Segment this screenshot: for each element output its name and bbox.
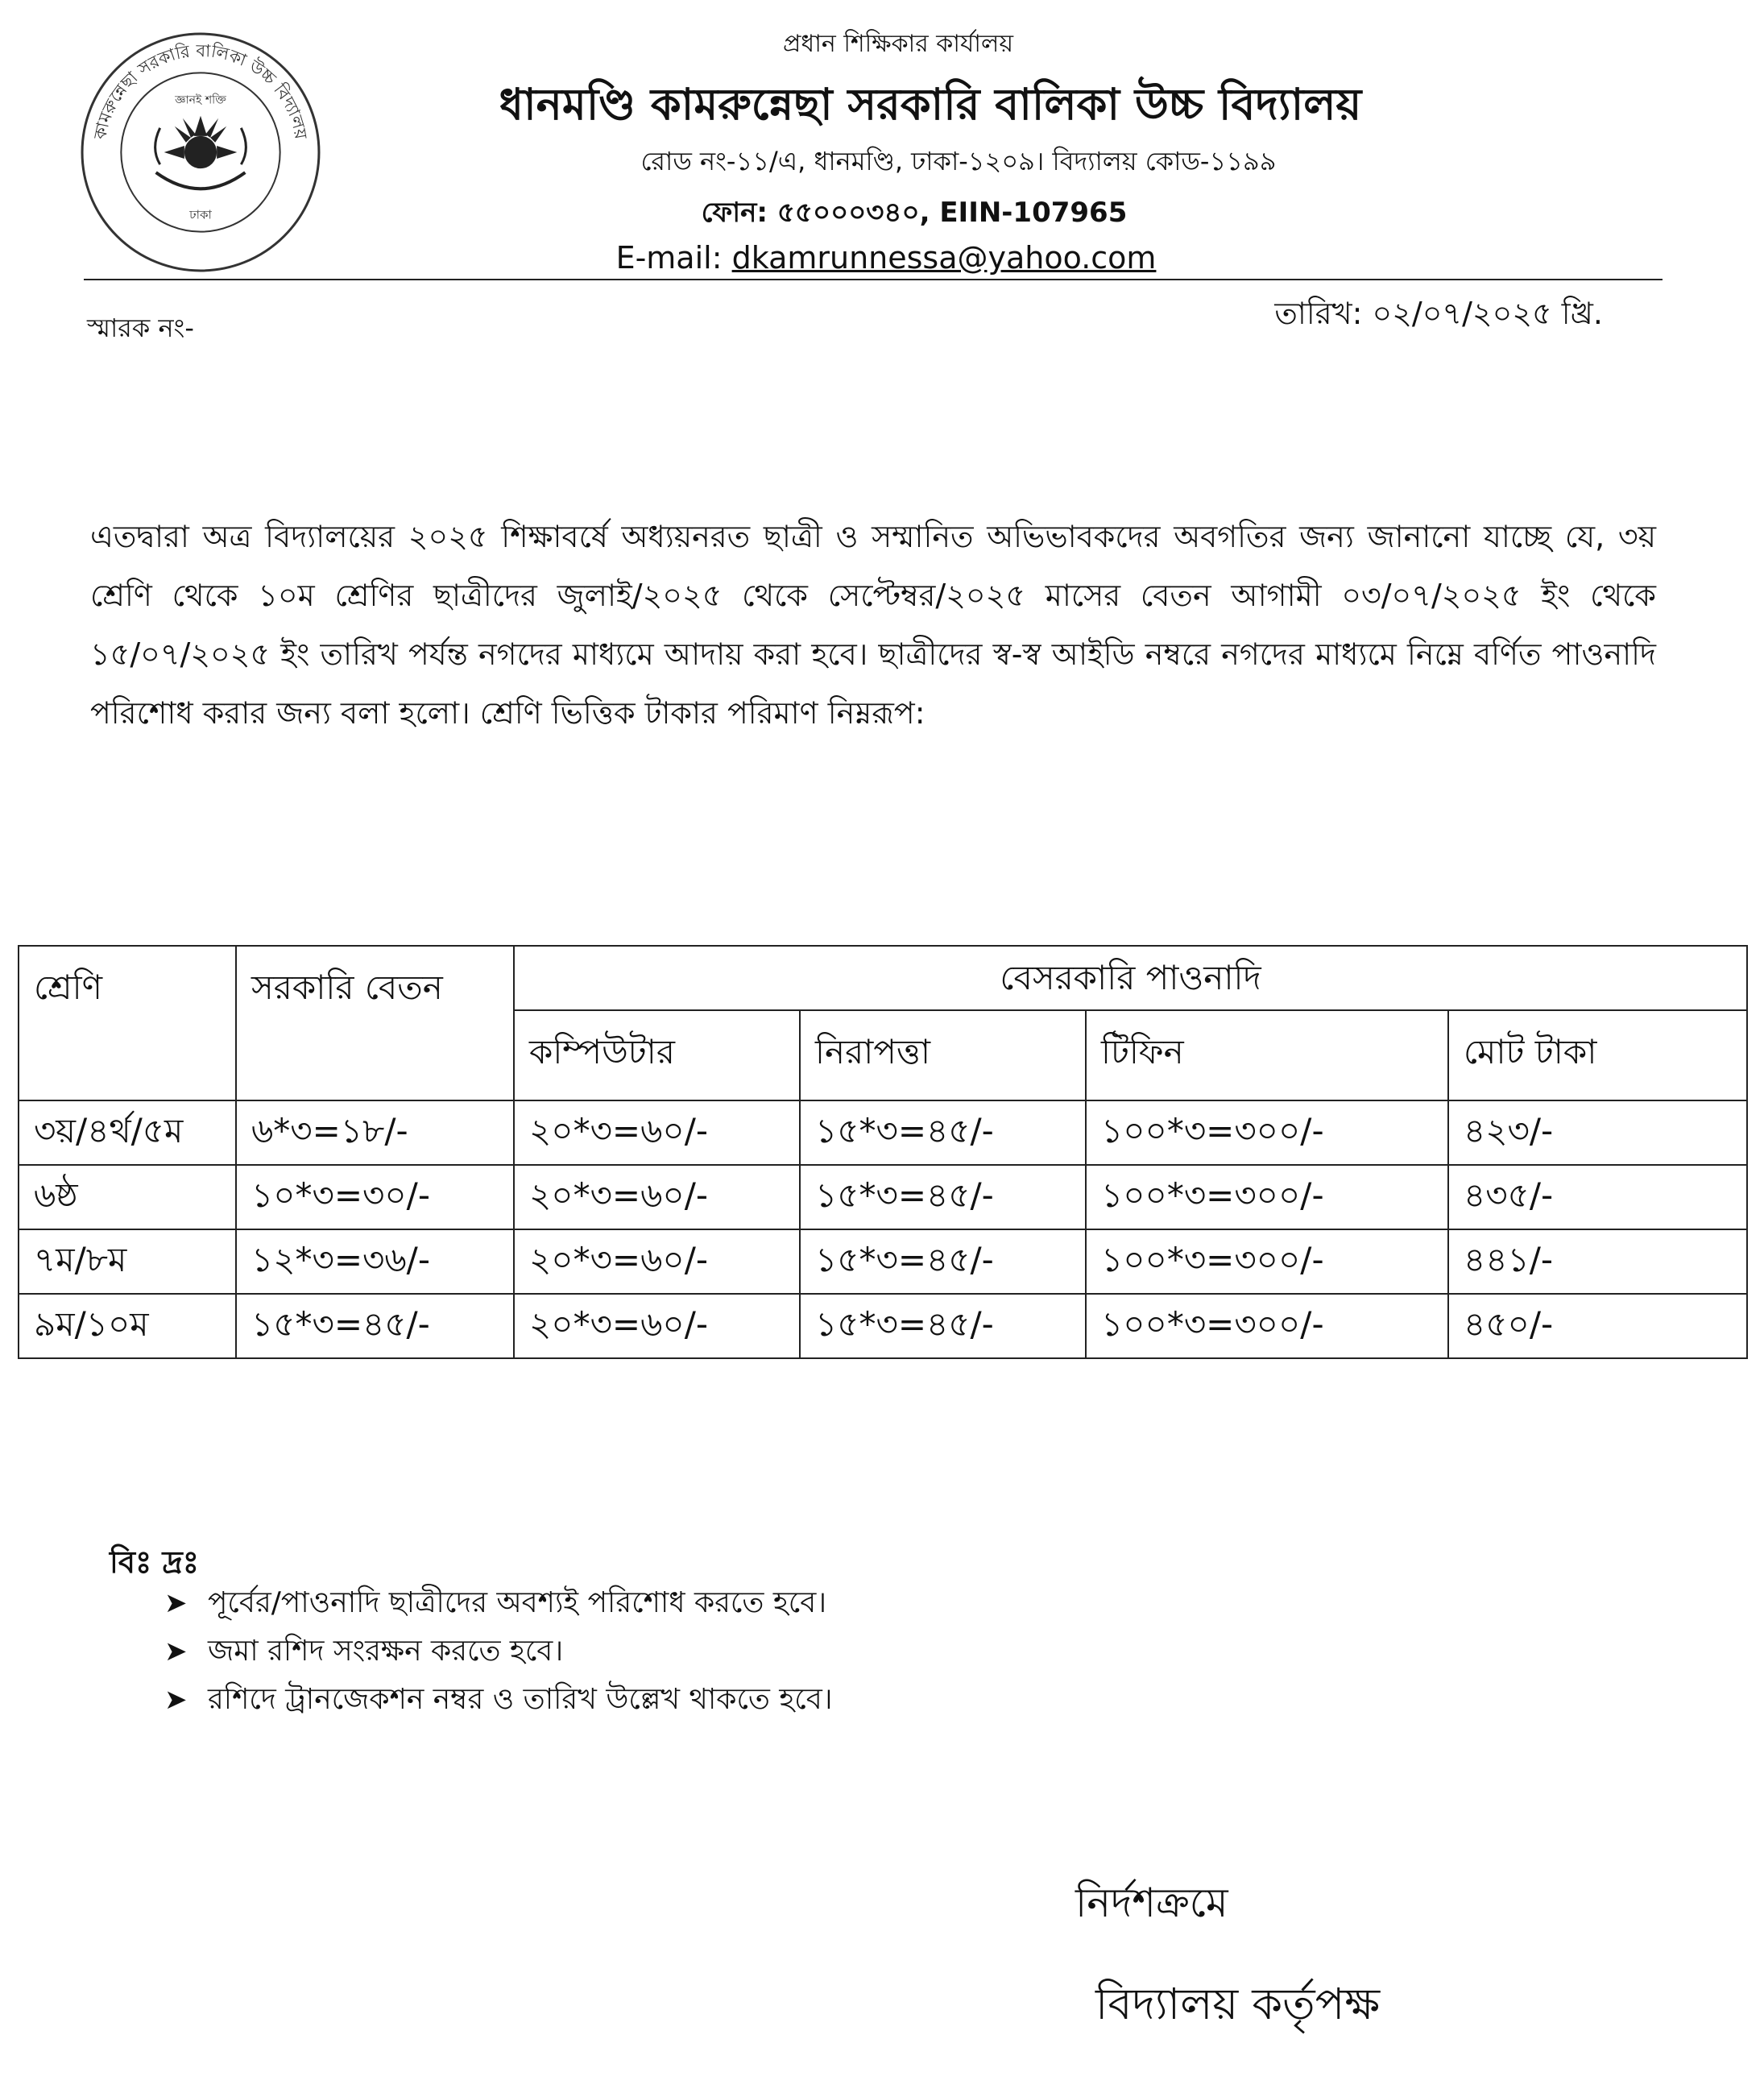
cell-total: ৪২৩/- <box>1448 1100 1747 1165</box>
fee-table <box>18 945 1748 1359</box>
cell-total: ৪৫০/- <box>1448 1294 1747 1358</box>
cell-computer: ২০*৩=৬০/- <box>514 1229 800 1294</box>
header-security: নিরাপত্তা <box>800 1010 1086 1100</box>
cell-govt-fee: ৬*৩=১৮/- <box>236 1100 514 1165</box>
table-row <box>19 1294 1747 1358</box>
school-name: ধানমণ্ডি কামরুন্নেছা সরকারি বালিকা উচ্চ বিদ্যালয় <box>499 79 1362 130</box>
header-govt-fee: সরকারি বেতন <box>236 946 514 1100</box>
cell-computer: ২০*৩=৬০/- <box>514 1165 800 1229</box>
cell-govt-fee: ১২*৩=৩৬/- <box>236 1229 514 1294</box>
arrow-bullet-icon: ➤ <box>164 1684 188 1716</box>
cell-security: ১৫*৩=৪৫/- <box>800 1100 1086 1165</box>
seal-location: ঢাকা <box>189 207 212 222</box>
seal-motto: জ্ঞানই শক্তি <box>175 93 226 107</box>
cell-computer: ২০*৩=৬০/- <box>514 1100 800 1165</box>
notice-date: তারিখ: ০২/০৭/২০২৫ খ্রি. <box>1274 296 1603 331</box>
cell-class: ৯ম/১০ম <box>19 1294 236 1358</box>
cell-security: ১৫*৩=৪৫/- <box>800 1294 1086 1358</box>
cell-tiffin: ১০০*৩=৩০০/- <box>1086 1294 1448 1358</box>
header-private-dues: বেসরকারি পাওনাদি <box>514 946 1747 1010</box>
note-text: জমা রশিদ সংরক্ষন করতে হবে। <box>208 1635 564 1668</box>
arrow-bullet-icon: ➤ <box>164 1587 188 1619</box>
email-label: E-mail: <box>615 240 723 276</box>
list-item <box>164 1676 833 1724</box>
cell-total: ৪৩৫/- <box>1448 1165 1747 1229</box>
cell-govt-fee: ১৫*৩=৪৫/- <box>236 1294 514 1358</box>
office-title: প্রধান শিক্ষিকার কার্যালয় <box>783 30 1013 58</box>
table-row <box>19 1229 1747 1294</box>
cell-tiffin: ১০০*৩=৩০০/- <box>1086 1229 1448 1294</box>
header-class: শ্রেণি <box>19 946 236 1100</box>
table-row <box>19 1165 1747 1229</box>
list-item <box>164 1627 833 1676</box>
email-row <box>0 240 1764 276</box>
note-text: রশিদে ট্রানজেকশন নম্বর ও তারিখ উল্লেখ থাকতে হবে। <box>208 1683 833 1716</box>
signature-by-order: নির্দশক্রমে <box>1075 1879 1228 1926</box>
cell-tiffin: ১০০*৩=৩০০/- <box>1086 1165 1448 1229</box>
list-item <box>164 1579 833 1627</box>
arrow-bullet-icon: ➤ <box>164 1635 188 1668</box>
notice-body: এতদ্বারা অত্র বিদ্যালয়ের ২০২৫ শিক্ষাবর্ষে অধ্যয়নরত ছাত্রী ও সম্মানিত অভিভাবকদের অবগতির জন্য জানানো যাচ্ছে যে, ৩য় শ্রেণি থেকে ১০ম শ্রেণির ছাত্রীদের জুলাই/২০২৫ থেকে সেপ্টেম্বর/২০২৫ মাসের বেতন আগামী ০৩/০৭/২০২৫ ইং থেকে ১৫/০৭/২০২৫ ইং তারিখ পর্যন্ত নগদের মাধ্যমে আদায় করা হবে। ছাত্রীদের স্ব-স্ব আইডি নম্বরে নগদের মাধ্যমে নিম্নে বর্ণিত পাওনাদি পরিশোধ করার জন্য বলা হলো। শ্রেণি ভিত্তিক টাকার পরিমাণ নিম্নরূপ: <box>90 519 1657 731</box>
table-row <box>19 1100 1747 1165</box>
header-computer: কম্পিউটার <box>514 1010 800 1100</box>
cell-total: ৪৪১/- <box>1448 1229 1747 1294</box>
header-divider <box>84 279 1663 280</box>
email-address[interactable]: dkamrunnessa@yahoo.com <box>731 240 1157 276</box>
seal-ring-text: কামরুন্নেছা সরকারি বালিকা উচ্চ বিদ্যালয় <box>89 39 312 142</box>
cell-class: ৬ষ্ঠ <box>19 1165 236 1229</box>
phone-eiin: ফোন: ৫৫০০০৩৪০, EIIN-107965 <box>701 197 1128 229</box>
cell-class: ৭ম/৮ম <box>19 1229 236 1294</box>
notes-list <box>164 1579 833 1724</box>
cell-security: ১৫*৩=৪৫/- <box>800 1229 1086 1294</box>
cell-computer: ২০*৩=৬০/- <box>514 1294 800 1358</box>
signature-authority: বিদ্যালয় কর্তৃপক্ষ <box>1095 1979 1381 2029</box>
header-tiffin: টিফিন <box>1086 1010 1448 1100</box>
school-address: রোড নং-১১/এ, ধানমণ্ডি, ঢাকা-১২০৯। বিদ্যালয় কোড-১১৯৯ <box>640 146 1277 176</box>
cell-security: ১৫*৩=৪৫/- <box>800 1165 1086 1229</box>
note-text: পূর্বের/পাওনাদি ছাত্রীদের অবশ্যই পরিশোধ করতে হবে। <box>208 1586 827 1619</box>
header-total: মোট টাকা <box>1448 1010 1747 1100</box>
cell-govt-fee: ১০*৩=৩০/- <box>236 1165 514 1229</box>
cell-tiffin: ১০০*৩=৩০০/- <box>1086 1100 1448 1165</box>
memo-number-label: স্মারক নং- <box>87 313 194 343</box>
notes-title: বিঃ দ্রঃ <box>110 1544 200 1580</box>
cell-class: ৩য়/৪র্থ/৫ম <box>19 1100 236 1165</box>
